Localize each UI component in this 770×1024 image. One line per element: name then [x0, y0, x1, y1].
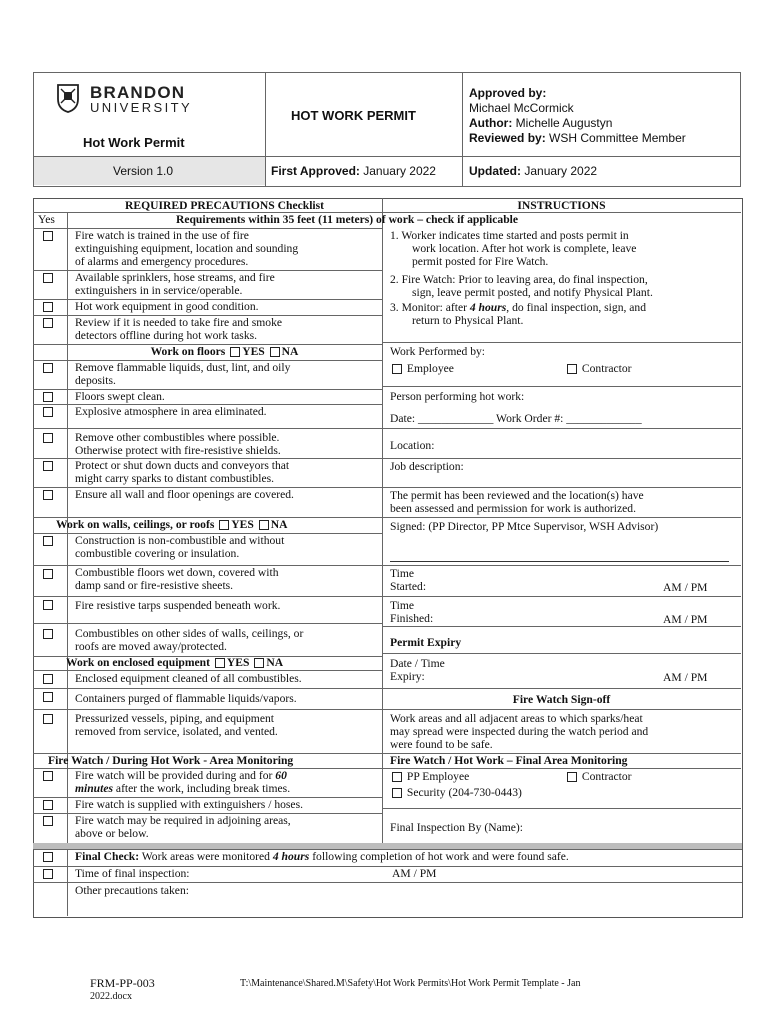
employee-checkbox[interactable]: [392, 364, 402, 374]
item11-text: Construction is non-combustible and without combustible covering or insulation.: [75, 534, 285, 561]
expiry-label: Date / Time Expiry:: [390, 657, 445, 684]
contractor-option: Contractor: [565, 362, 632, 375]
university-crest-icon: [56, 83, 80, 113]
item14-checkbox[interactable]: [43, 629, 53, 639]
job-description-field[interactable]: Job description:: [390, 460, 464, 473]
first-approved: First Approved: January 2022: [271, 164, 436, 178]
other-precautions-field[interactable]: Other precautions taken:: [75, 884, 189, 897]
file-path: T:\Maintenance\Shared.M\Safety\Hot Work Permits\Hot Work Permit Template - Jan: [240, 978, 581, 989]
location-field[interactable]: Location:: [390, 439, 435, 452]
time-finished-label: Time Finished:: [390, 599, 434, 626]
item8-text: Remove other combustibles where possible. Otherwise protect with fire-resistive shields.: [75, 431, 281, 458]
item10-checkbox[interactable]: [43, 490, 53, 500]
final-check-checkbox[interactable]: [43, 852, 53, 862]
work-performed-label: Work Performed by:: [390, 345, 486, 358]
final-contractor-option: Contractor: [565, 770, 632, 783]
security-checkbox[interactable]: [392, 788, 402, 798]
employee-option: Employee: [390, 362, 454, 375]
logo-university: UNIVERSITY: [90, 100, 193, 115]
logo-brandon: BRANDON: [90, 83, 186, 102]
item18-text: Fire watch will be provided during and for 60 minutes after the work, including break times.: [75, 769, 291, 796]
item8-checkbox[interactable]: [43, 433, 53, 443]
checklist-title: REQUIRED PRECAUTIONS Checklist: [124, 199, 325, 212]
item4-checkbox[interactable]: [43, 318, 53, 328]
doc-title: Hot Work Permit: [83, 135, 185, 150]
item15-text: Enclosed equipment cleaned of all combustibles.: [75, 672, 302, 685]
item6-checkbox[interactable]: [43, 392, 53, 402]
item16-checkbox[interactable]: [43, 692, 53, 702]
person-label: Person performing hot work:: [390, 390, 525, 403]
security-option: Security (204-730-0443): [390, 786, 522, 799]
item11-checkbox[interactable]: [43, 536, 53, 546]
item3-text: Hot work equipment in good condition.: [75, 300, 259, 313]
signoff-text: Work areas and all adjacent areas to which sparks/heat may spread were inspected during the watch period and were found to be safe.: [390, 712, 649, 752]
item20-text: Fire watch may be required in adjoining areas, above or below.: [75, 814, 291, 841]
final-inspection-field[interactable]: Final Inspection By (Name):: [390, 821, 523, 834]
approval-info: Approved by: Michael McCormick Author: Michelle Augustyn Reviewed by: WSH Committee Member: [469, 86, 686, 145]
final-check-text: Final Check: Work areas were monitored 4 hours following completion of hot work and were found safe.: [75, 850, 569, 863]
walls-yes-checkbox[interactable]: [219, 520, 229, 530]
item1-text: Fire watch is trained in the use of fire extinguishing equipment, location and sounding of alarms and emergency procedures.: [75, 229, 299, 269]
item7-checkbox[interactable]: [43, 407, 53, 417]
updated: Updated: January 2022: [469, 164, 598, 178]
firewatch-heading: Fire Watch / During Hot Work - Area Monitoring: [48, 754, 294, 767]
item19-text: Fire watch is supplied with extinguishers / hoses.: [75, 798, 303, 811]
item5-checkbox[interactable]: [43, 363, 53, 373]
version-label: Version 1.0: [113, 164, 174, 178]
item2-checkbox[interactable]: [43, 273, 53, 283]
item20-checkbox[interactable]: [43, 816, 53, 826]
item4-text: Review if it is needed to take fire and smoke detectors offline during hot work tasks.: [75, 316, 283, 343]
item13-text: Fire resistive tarps suspended beneath work.: [75, 599, 281, 612]
main-title: HOT WORK PERMIT: [291, 108, 416, 123]
item17-text: Pressurized vessels, piping, and equipment removed from service, isolated, and vented.: [75, 712, 278, 739]
item9-text: Protect or shut down ducts and conveyors that might carry sparks to distant combustibles.: [75, 459, 290, 486]
item13-checkbox[interactable]: [43, 600, 53, 610]
walls-na-checkbox[interactable]: [259, 520, 269, 530]
enclosed-na-checkbox[interactable]: [254, 658, 264, 668]
enclosed-heading: Work on enclosed equipment YES NA: [66, 656, 284, 669]
floors-heading: Work on floors YES NA: [150, 345, 299, 358]
header-block: [33, 72, 741, 187]
reviewed-text: The permit has been reviewed and the location(s) have been assessed and permission for work is authorized.: [390, 489, 644, 516]
item7-text: Explosive atmosphere in area eliminated.: [75, 405, 267, 418]
item9-checkbox[interactable]: [43, 461, 53, 471]
time-final-checkbox[interactable]: [43, 869, 53, 879]
instruction-3: 3. Monitor: after 4 hours, do final inspection, sign, and return to Physical Plant.: [390, 301, 647, 328]
time-final-label: Time of final inspection:: [75, 867, 190, 880]
item12-checkbox[interactable]: [43, 569, 53, 579]
item14-text: Combustibles on other sides of walls, ceilings, or roofs are moved away/protected.: [75, 627, 304, 654]
form-code: FRM-PP-003: [90, 976, 155, 990]
date-workorder-field[interactable]: Date: _____________ Work Order #: _____________: [390, 412, 642, 425]
floors-na-checkbox[interactable]: [270, 347, 280, 357]
item10-text: Ensure all wall and floor openings are covered.: [75, 488, 294, 501]
item2-text: Available sprinklers, hose streams, and fire extinguishers in in service/operable.: [75, 271, 275, 298]
time-started-label: Time Started:: [390, 567, 427, 594]
item15-checkbox[interactable]: [43, 674, 53, 684]
instructions-title: INSTRUCTIONS: [517, 199, 606, 212]
item5-text: Remove flammable liquids, dust, lint, and oily deposits.: [75, 361, 291, 388]
item16-text: Containers purged of flammable liquids/vapors.: [75, 692, 297, 705]
signature-line[interactable]: [390, 561, 729, 562]
expiry-ampm[interactable]: AM / PM: [663, 671, 708, 684]
item3-checkbox[interactable]: [43, 302, 53, 312]
instruction-1: 1. Worker indicates time started and posts permit in work location. After hot work is complete, leave permit posted for Fire Watch.: [390, 229, 637, 269]
finished-ampm[interactable]: AM / PM: [663, 613, 708, 626]
floors-yes-checkbox[interactable]: [230, 347, 240, 357]
started-ampm[interactable]: AM / PM: [663, 581, 708, 594]
pp-employee-option: PP Employee: [390, 770, 469, 783]
time-final-ampm[interactable]: AM / PM: [392, 867, 437, 880]
contractor-checkbox[interactable]: [567, 364, 577, 374]
requirements-heading: Requirements within 35 feet (11 meters) of work – check if applicable: [175, 213, 519, 226]
signoff-heading: Fire Watch Sign-off: [512, 693, 611, 706]
file-path-cont: 2022.docx: [90, 991, 132, 1002]
yes-column-header: Yes: [38, 213, 55, 226]
permit-expiry-label: Permit Expiry: [390, 636, 462, 649]
item19-checkbox[interactable]: [43, 800, 53, 810]
item18-checkbox[interactable]: [43, 771, 53, 781]
item1-checkbox[interactable]: [43, 231, 53, 241]
final-contractor-checkbox[interactable]: [567, 772, 577, 782]
walls-heading: Work on walls, ceilings, or roofs YES NA: [56, 518, 288, 531]
pp-employee-checkbox[interactable]: [392, 772, 402, 782]
enclosed-yes-checkbox[interactable]: [215, 658, 225, 668]
instruction-2: 2. Fire Watch: Prior to leaving area, do final inspection, sign, leave permit posted, and notify Physical Plant.: [390, 273, 653, 300]
item17-checkbox[interactable]: [43, 714, 53, 724]
item6-text: Floors swept clean.: [75, 390, 165, 403]
final-monitoring-heading: Fire Watch / Hot Work – Final Area Monitoring: [390, 754, 628, 767]
signed-label: Signed: (PP Director, PP Mtce Supervisor, WSH Advisor): [390, 520, 659, 533]
item12-text: Combustible floors wet down, covered with damp sand or fire-resistive sheets.: [75, 566, 279, 593]
